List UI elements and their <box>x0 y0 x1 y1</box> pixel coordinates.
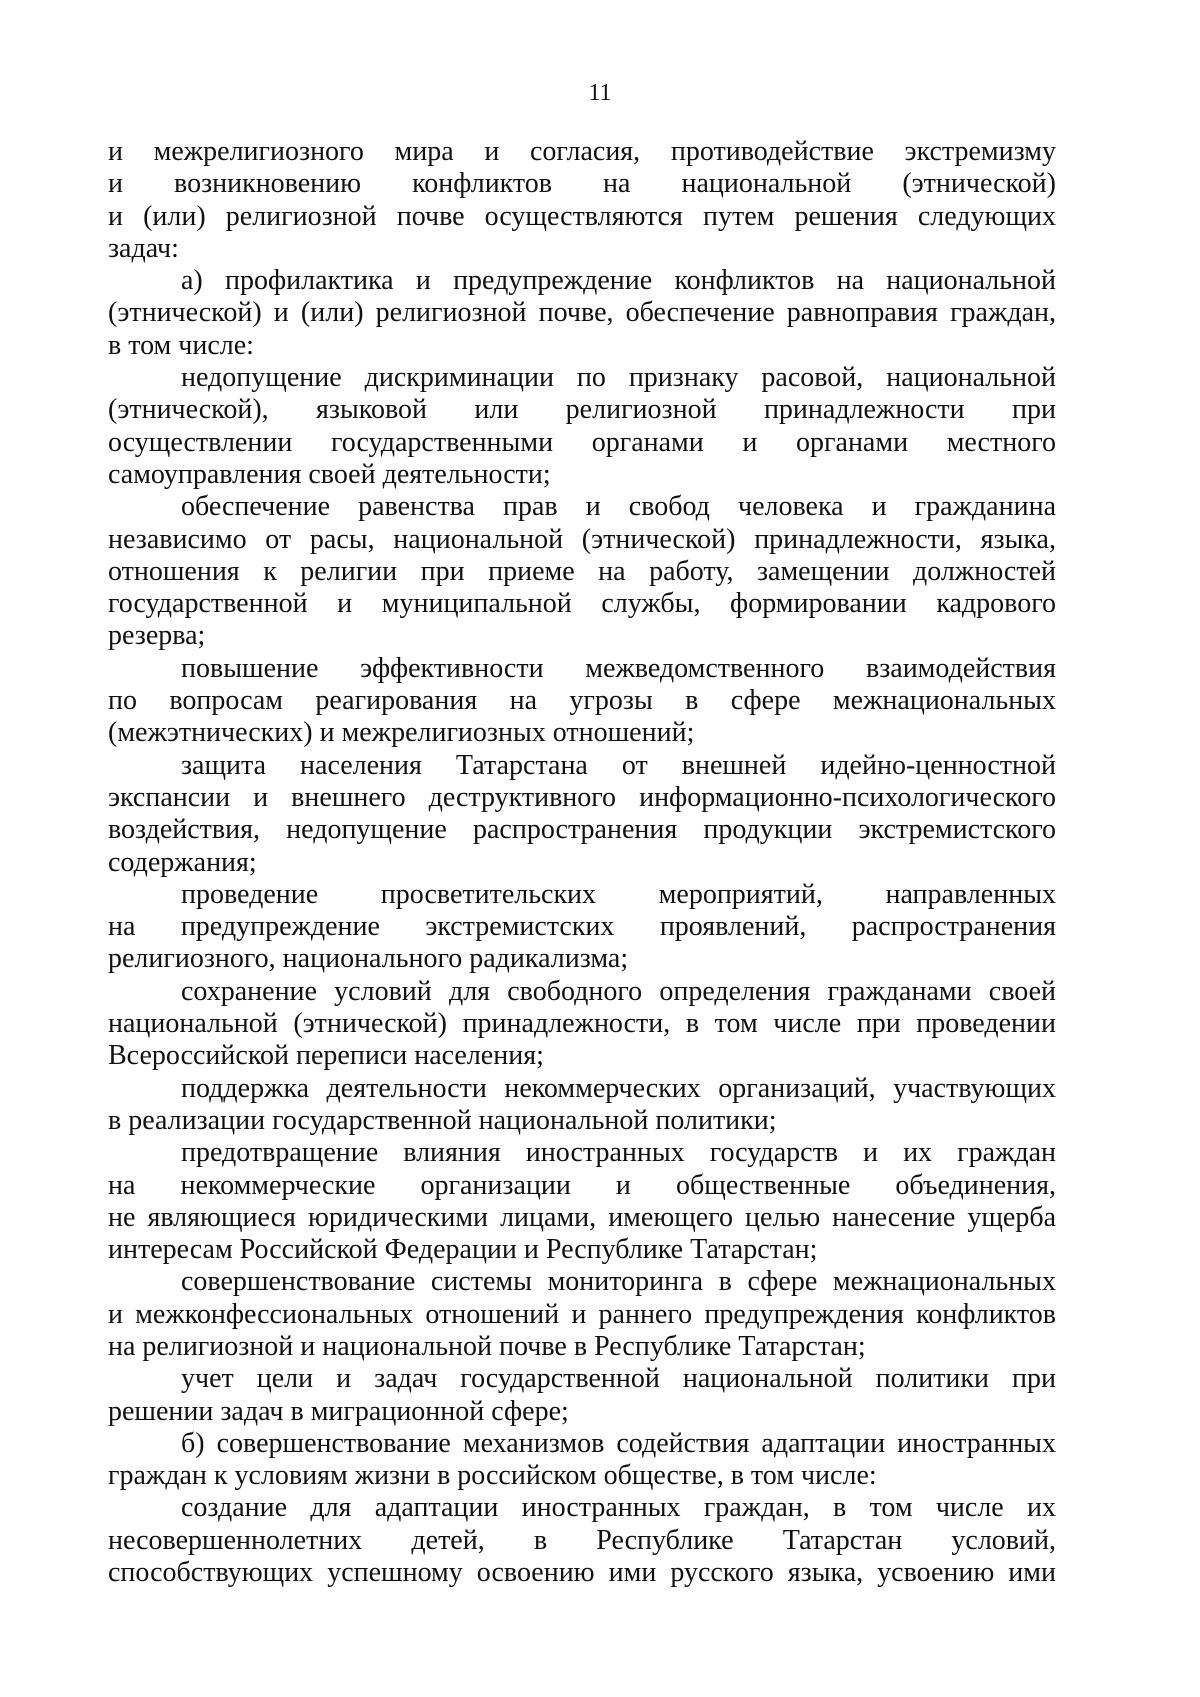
paragraph-line: отношения к религии при приеме на работу, замещении должностей <box>108 555 1056 587</box>
paragraph-line: создание для адаптации иностранных граждан, в том числе их <box>181 1492 1056 1524</box>
paragraph-line: (этнической) и (или) религиозной почве, обеспечение равноправия граждан, <box>108 297 1056 329</box>
paragraph-line: содержания; <box>108 846 257 878</box>
paragraph-line: и межрелигиозного мира и согласия, противодействие экстремизму <box>108 136 1056 167</box>
paragraph-line: Всероссийской переписи населения; <box>108 1040 544 1072</box>
paragraph-line: экспансии и внешнего деструктивного информационно-психологического <box>108 781 1056 813</box>
paragraph-line: проведение просветительских мероприятий, направленных <box>181 878 1056 910</box>
paragraph-line: государственной и муниципальной службы, формировании кадрового <box>108 588 1056 620</box>
paragraph-line: поддержка деятельности некоммерческих организаций, участвующих <box>181 1072 1056 1104</box>
paragraph <box>108 265 1056 362</box>
paragraph-line: независимо от расы, национальной (этнической) принадлежности, языка, <box>108 523 1056 555</box>
paragraph-line: воздействия, недопущение распространения продукции экстремистского <box>108 814 1056 846</box>
paragraph <box>108 1073 1056 1138</box>
paragraph <box>108 1266 1056 1363</box>
paragraph-line: не являющиеся юридическими лицами, имеющего целью нанесение ущерба <box>108 1201 1056 1233</box>
paragraph-line: (межэтнических) и межрелигиозных отношений; <box>108 717 695 749</box>
paragraph-line: осуществлении государственными органами и органами местного <box>108 426 1056 458</box>
paragraph-line: совершенствование системы мониторинга в сфере межнациональных <box>181 1266 1056 1298</box>
paragraph-line: и межконфессиональных отношений и раннего предупреждения конфликтов <box>108 1298 1056 1330</box>
page-number: 11 <box>588 80 612 106</box>
paragraph-line: граждан к условиям жизни в российском обществе, в том числе: <box>108 1460 877 1492</box>
paragraph-line: интересам Российской Федерации и Республике Татарстан; <box>108 1234 818 1266</box>
paragraph-line: несовершеннолетних детей, в Республике Татарстан условий, <box>108 1524 1056 1556</box>
paragraph-line: на религиозной и национальной почве в Республике Татарстан; <box>108 1330 866 1362</box>
paragraph-line: и возникновению конфликтов на национальной (этнической) <box>108 168 1056 200</box>
paragraph-line: национальной (этнической) принадлежности, в том числе при проведении <box>108 1008 1056 1040</box>
paragraph-line: (этнической), языковой или религиозной принадлежности при <box>108 394 1056 426</box>
paragraph <box>108 1137 1056 1266</box>
paragraph-line: на предупреждение экстремистских проявлений, распространения <box>108 911 1056 943</box>
paragraph-line: б) совершенствование механизмов содействия адаптации иностранных <box>181 1427 1056 1459</box>
paragraph-line: недопущение дискриминации по признаку расовой, национальной <box>181 362 1056 394</box>
paragraph-line: в том числе: <box>108 329 254 361</box>
paragraph-line: резерва; <box>108 620 206 652</box>
paragraph <box>108 750 1056 879</box>
paragraph <box>108 491 1056 652</box>
paragraph-line: по вопросам реагирования на угрозы в сфере межнациональных <box>108 685 1056 717</box>
paragraph-line: религиозного, национального радикализма; <box>108 943 629 975</box>
paragraph-line: защита населения Татарстана от внешней идейно-ценностной <box>181 749 1056 781</box>
paragraph <box>108 1428 1056 1493</box>
paragraph-line: на некоммерческие организации и общественные объединения, <box>108 1169 1056 1201</box>
paragraph-line: учет цели и задач государственной национальной политики при <box>181 1363 1056 1395</box>
paragraph <box>108 362 1056 491</box>
paragraph-line: задач: <box>108 232 179 264</box>
paragraph-line: а) профилактика и предупреждение конфликтов на национальной <box>181 265 1056 297</box>
paragraph-line: предотвращение влияния иностранных государств и их граждан <box>181 1137 1056 1169</box>
document-body <box>108 136 1056 1589</box>
paragraph <box>108 976 1056 1073</box>
paragraph-line: и (или) религиозной почве осуществляются путем решения следующих <box>108 200 1056 232</box>
paragraph-line: повышение эффективности межведомственного взаимодействия <box>181 652 1056 684</box>
paragraph <box>108 653 1056 750</box>
paragraph <box>108 1363 1056 1428</box>
paragraph <box>108 136 1056 265</box>
paragraph-line: в реализации государственной национальной политики; <box>108 1104 777 1136</box>
paragraph-line: способствующих успешному освоению ими русского языка, усвоению ими <box>108 1557 1056 1589</box>
paragraph-line: обеспечение равенства прав и свобод человека и гражданина <box>181 491 1056 523</box>
paragraph-line: решении задач в миграционной сфере; <box>108 1395 569 1427</box>
paragraph-line: сохранение условий для свободного определения гражданами своей <box>181 975 1056 1007</box>
paragraph-line: самоуправления своей деятельности; <box>108 458 551 490</box>
paragraph <box>108 879 1056 976</box>
paragraph <box>108 1492 1056 1589</box>
